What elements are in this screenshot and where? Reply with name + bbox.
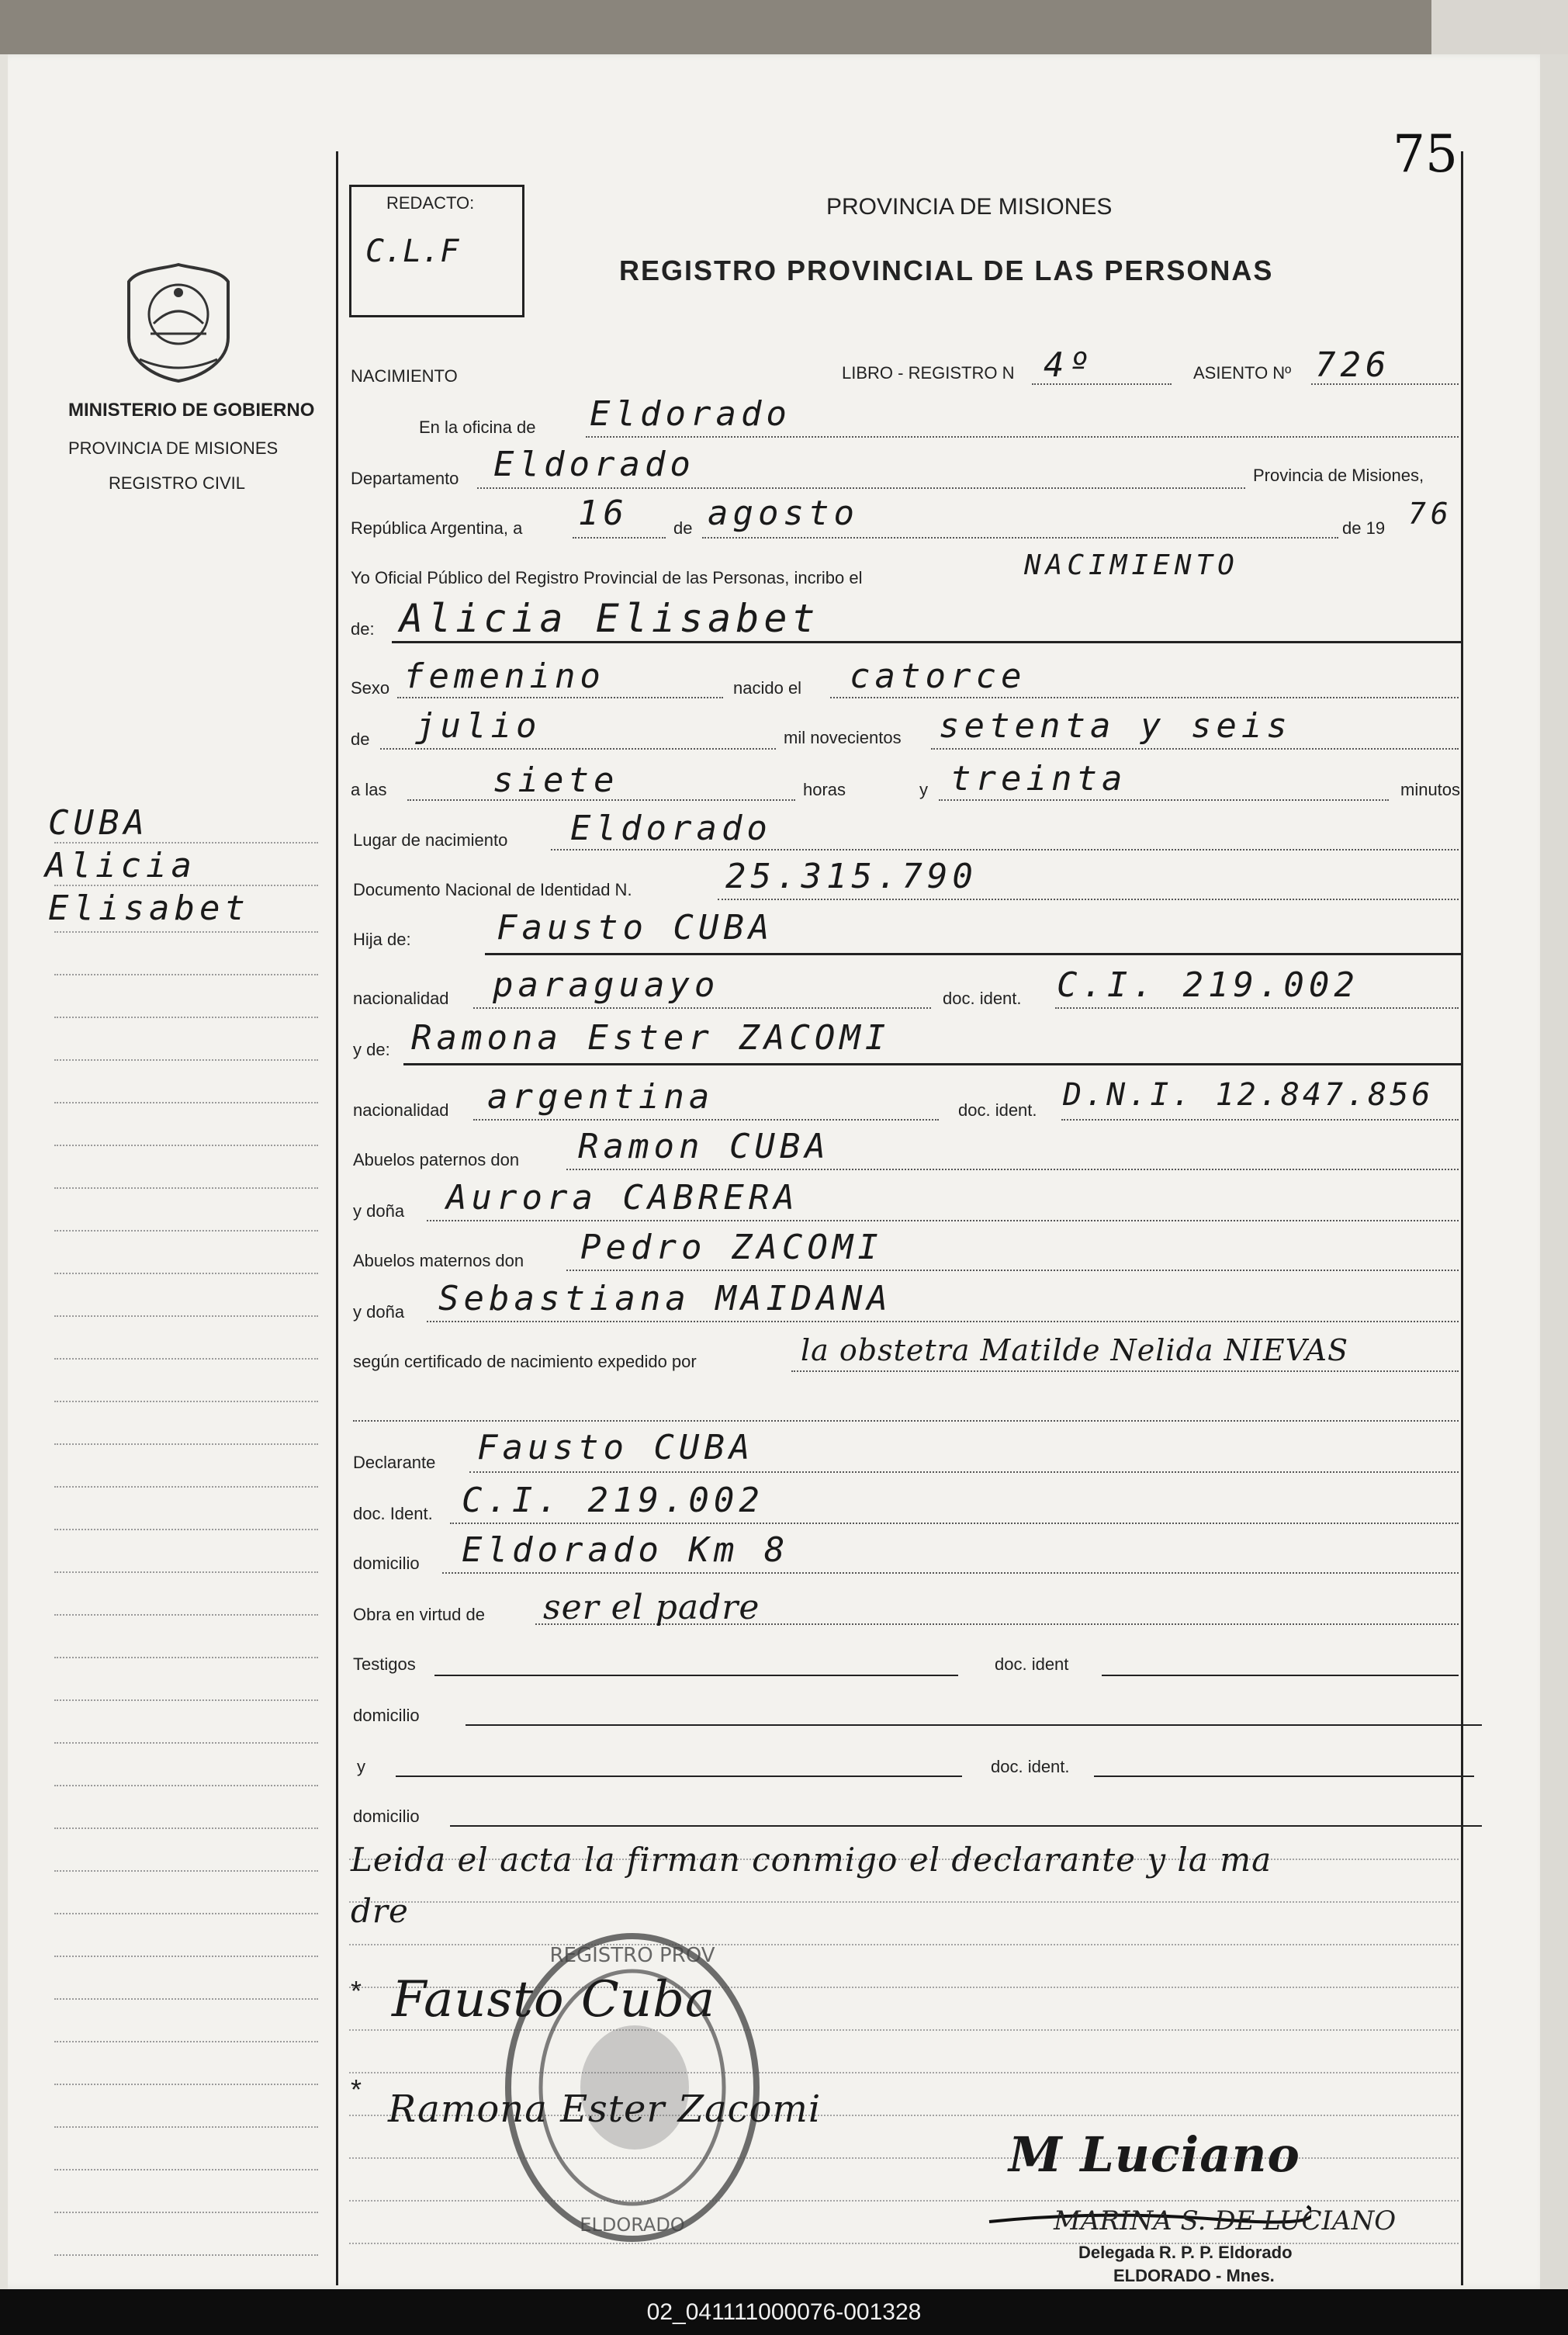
margin-given-name: Alicia [45, 846, 196, 885]
testigos-label: Testigos [353, 1654, 416, 1674]
domicilio-label-3: domicilio [353, 1807, 420, 1826]
mother-doc: D.N.I. 12.847.856 [1063, 1077, 1434, 1113]
svg-text:REGISTRO PROV: REGISTRO PROV [549, 1944, 715, 1967]
mother-name: Ramona Ester ZACOMI [411, 1018, 891, 1058]
child-name: Alicia Elisabet [400, 596, 820, 641]
official-place: ELDORADO - Mnes. [1113, 2266, 1275, 2285]
abuela-mat-dots [427, 1321, 1459, 1322]
birth-month-dots [380, 748, 776, 750]
asterisk-2: * [351, 2073, 362, 2105]
redacto-box [349, 185, 524, 317]
mother-doc-dots [1061, 1119, 1459, 1121]
mother-nat-dots [473, 1119, 939, 1121]
witness2-doc-line [1094, 1776, 1474, 1777]
lugar-dots [551, 849, 1459, 851]
horas-label: horas [803, 780, 846, 799]
birth-month: julio [415, 706, 542, 746]
mil-label: mil novecientos [784, 728, 902, 747]
svg-text:ELDORADO: ELDORADO [580, 2214, 685, 2236]
page-number: 75 [1393, 124, 1458, 184]
father-doc: C.I. 219.002 [1057, 965, 1359, 1005]
closing-line-1: Leida el acta la firman conmigo el declarante y la ma [351, 1841, 1272, 1879]
official-name: MARINA S. DE LUCIANO [1054, 2205, 1397, 2236]
father-name: Fausto CUBA [497, 908, 774, 948]
dni-label: Documento Nacional de Identidad N. [353, 880, 632, 899]
background-cloth [0, 0, 1431, 61]
header-province: PROVINCIA DE MISIONES [826, 194, 1113, 220]
statement-value: NACIMIENTO [1024, 549, 1239, 581]
certificado-dots-2 [353, 1420, 1459, 1422]
certificado-label: según certificado de nacimiento expedido por [353, 1352, 697, 1371]
abuelo-mat-dots [566, 1270, 1459, 1271]
oficina-label: En la oficina de [419, 417, 536, 437]
father-doc-label: doc. ident. [943, 989, 1022, 1008]
abuela-paterna: Aurora CABRERA [446, 1178, 799, 1218]
asiento-value: 726 [1315, 345, 1391, 385]
lugar-label: Lugar de nacimiento [353, 830, 508, 850]
margin-middle-name: Elisabet [48, 889, 250, 928]
oficina-value: Eldorado [590, 394, 791, 434]
departamento-label: Departamento [351, 469, 459, 488]
testigos-line [434, 1675, 958, 1676]
decl-doc-label: doc. Ident. [353, 1504, 433, 1523]
redacto-value: C.L.F [365, 234, 459, 269]
mother-nationality: argentina [487, 1077, 715, 1117]
declarante-label: Declarante [353, 1453, 436, 1472]
official-signature: M Luciano [1009, 2126, 1300, 2183]
doc-ident-label-3: doc. ident [995, 1654, 1069, 1674]
mother-doc-label: doc. ident. [958, 1100, 1037, 1120]
testigos-doc-line [1102, 1675, 1459, 1676]
domicilio-label-2: domicilio [353, 1706, 420, 1725]
nacido-dots [830, 697, 1459, 698]
obra-label: Obra en virtud de [353, 1605, 485, 1624]
sexo-label: Sexo [351, 678, 390, 698]
signature-mother: Ramona Ester Zacomi [388, 2087, 822, 2131]
birth-minutes: treinta [950, 759, 1127, 799]
hijo-label: Hija de: [353, 930, 411, 949]
margin-surname: CUBA [48, 803, 149, 843]
father-nat-label: nacionalidad [353, 989, 449, 1008]
libro-label: LIBRO - REGISTRO N [842, 363, 1015, 383]
oficina-dots [586, 436, 1459, 438]
domicilio-line-3 [450, 1825, 1482, 1827]
witness2-line [396, 1776, 962, 1777]
child-name-line [392, 641, 1462, 643]
abuelo-pat-dots [566, 1169, 1459, 1170]
dni-value: 25.315.790 [725, 857, 978, 896]
header-registry: REGISTRO PROVINCIAL DE LAS PERSONAS [619, 255, 1274, 286]
provincia-label: Provincia de Misiones, [1253, 466, 1424, 485]
domicilio-value: Eldorado Km 8 [462, 1530, 790, 1570]
y-label: y [919, 780, 928, 799]
father-nationality: paraguayo [493, 965, 720, 1005]
decl-doc-value: C.I. 219.002 [462, 1481, 764, 1520]
birth-year: setenta y seis [939, 706, 1292, 746]
background-right [1431, 0, 1568, 61]
mother-name-line [403, 1063, 1462, 1065]
footer-reference: 02_041111000076-001328 [0, 2289, 1568, 2335]
dni-dots [718, 899, 1459, 900]
certificado-dots [791, 1370, 1459, 1372]
decl-doc-dots [450, 1523, 1459, 1524]
provincial-seal-emblem [123, 260, 235, 388]
asterisk-1: * [351, 1975, 362, 2007]
de-label-2: de [351, 729, 370, 749]
declarante-dots [469, 1471, 1459, 1473]
lugar-value: Eldorado [570, 809, 772, 848]
republica-label: República Argentina, a [351, 518, 523, 538]
birth-hour: siete [493, 760, 619, 800]
asiento-label: ASIENTO Nº [1193, 363, 1292, 383]
domicilio-dots-1 [442, 1572, 1459, 1574]
mother-nat-label: nacionalidad [353, 1100, 449, 1120]
registration-day: 16 [578, 494, 628, 533]
dona-label-2: y doña [353, 1302, 405, 1322]
doc-ident-label-4: doc. ident. [991, 1757, 1070, 1776]
father-name-line [485, 953, 1462, 955]
sexo-value: femenino [403, 657, 605, 696]
father-doc-dots [1055, 1007, 1459, 1009]
closing-line-2: dre [351, 1892, 409, 1930]
signature-father: Fausto Cuba [392, 1971, 716, 2028]
birth-year-dots [931, 748, 1459, 750]
year-label: de 19 [1342, 518, 1386, 538]
document-page [0, 54, 1548, 2289]
day-dots [573, 537, 666, 539]
page-edge [1540, 54, 1568, 2289]
abuelos-mat-label: Abuelos maternos don [353, 1251, 524, 1270]
record-type: NACIMIENTO [351, 366, 458, 386]
abuelo-paterno: Ramon CUBA [578, 1127, 830, 1166]
sexo-dots [397, 697, 723, 698]
registration-month: agosto [708, 494, 859, 533]
abuelo-materno: Pedro ZACOMI [580, 1228, 883, 1267]
abuelos-pat-label: Abuelos paternos don [353, 1150, 520, 1169]
y-label-2: y [357, 1757, 365, 1776]
a-las-label: a las [351, 780, 387, 799]
redacto-label: REDACTO: [386, 193, 475, 213]
domicilio-line-2 [466, 1724, 1482, 1726]
departamento-dots [477, 487, 1245, 489]
father-nat-dots [473, 1007, 931, 1009]
departamento-value: Eldorado [493, 445, 695, 484]
registration-year: 76 [1408, 497, 1453, 531]
nacido-label: nacido el [733, 678, 802, 698]
sidebar-ministry: MINISTERIO DE GOBIERNO [68, 400, 315, 421]
sidebar-registry: REGISTRO CIVIL [109, 473, 246, 493]
domicilio-label-1: domicilio [353, 1554, 420, 1573]
official-title: Delegada R. P. P. Eldorado [1078, 2243, 1293, 2262]
sidebar-province: PROVINCIA DE MISIONES [68, 438, 279, 458]
de-label: de: [351, 619, 375, 639]
certificado-value: la obstetra Matilde Nelida NIEVAS [801, 1333, 1348, 1367]
left-frame-line [336, 151, 338, 2285]
minutes-dots [939, 799, 1389, 801]
de-label-1: de [673, 518, 693, 538]
dona-label-1: y doña [353, 1201, 405, 1221]
minutos-label: minutos [1400, 780, 1461, 799]
declarante-value: Fausto CUBA [477, 1428, 755, 1467]
right-frame-line [1461, 151, 1463, 2285]
obra-value: ser el padre [543, 1588, 760, 1627]
abuela-materna: Sebastiana MAIDANA [438, 1279, 892, 1318]
month-dots [702, 537, 1338, 539]
nacido-day: catorce [850, 657, 1026, 696]
libro-value: 4º [1044, 345, 1094, 385]
abuela-pat-dots [427, 1220, 1459, 1221]
yde-label: y de: [353, 1040, 390, 1059]
statement-text: Yo Oficial Público del Registro Provincial de las Personas, incribo el [351, 568, 863, 587]
